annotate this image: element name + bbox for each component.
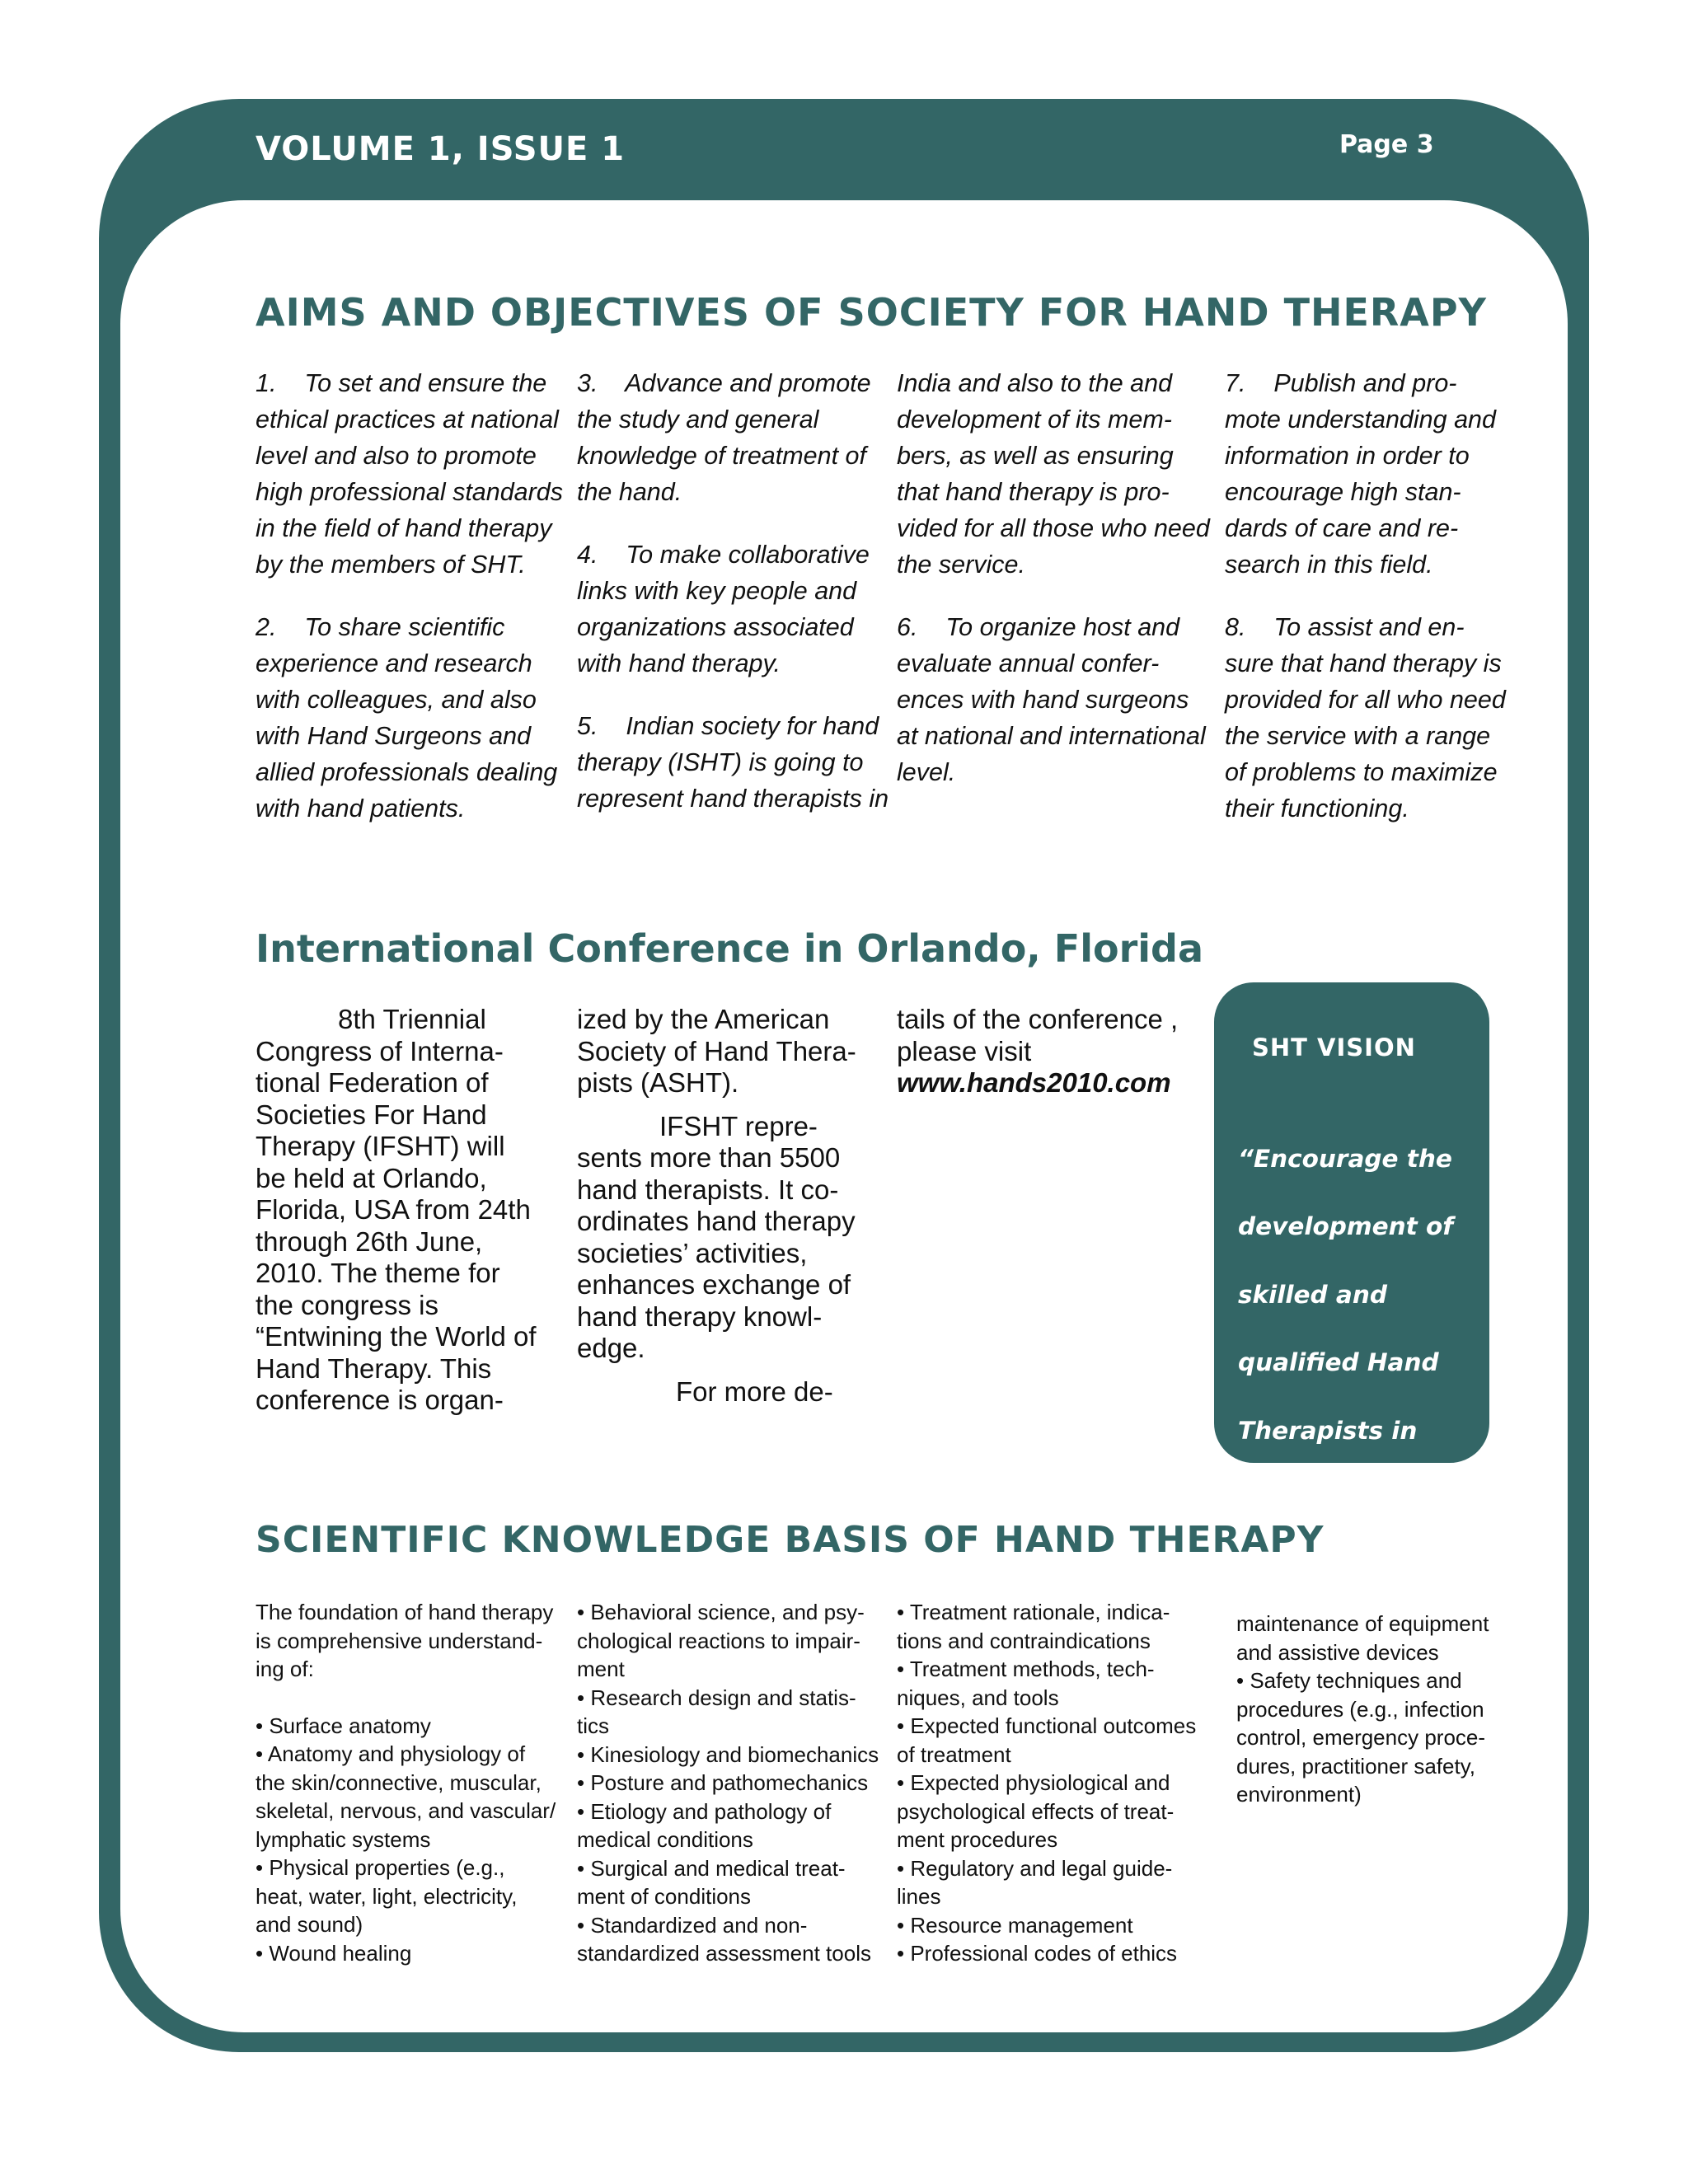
text-line: • Kinesiology and biomechanics [577,1741,879,1767]
text-line: India.” [1238,1484,1332,1512]
text-line: that hand therapy is pro- [897,478,1170,506]
sht-vision-quote [1238,1113,1485,1545]
conference-col3-text [897,1004,1202,1067]
text-line: please visit [897,1035,1032,1066]
conference-col2-part-c: For more de- [676,1376,833,1407]
text-line: • Treatment rationale, indica- [897,1600,1170,1624]
text-line: and sound) [256,1912,363,1937]
text-line: search in this field. [1225,551,1433,579]
science-column-3 [897,1598,1202,1968]
text-line: in the field of hand therapy [256,514,552,542]
text-line: dures, practitioner safety, [1236,1753,1475,1779]
text-line [1225,583,1505,609]
text-line: psychological effects of treat- [897,1798,1175,1824]
text-line: of problems to maximize [1225,758,1498,786]
text-line: ences with hand surgeons [897,686,1189,714]
text-line: tions and contraindications [897,1628,1151,1653]
text-line: procedures (e.g., infection [1236,1696,1484,1722]
text-line: lines [897,1884,941,1909]
text-line: The foundation of hand therapy [256,1600,554,1624]
text-line: standardized assessment tools [577,1941,871,1966]
text-line: their functioning. [1225,794,1409,823]
text-line: • Expected functional outcomes [897,1713,1197,1738]
text-line: mote understanding and [1225,405,1496,434]
text-line: the service with a range [1225,722,1491,750]
aims-column-4 [1225,365,1505,827]
text-line: • Posture and pathomechanics [577,1770,869,1795]
text-line: experience and research [256,649,532,677]
text-line: is comprehensive understand- [256,1628,543,1653]
text-line: • Behavioral science, and psy- [577,1600,865,1624]
text-line: • Surface anatomy [256,1713,431,1738]
text-line [577,510,874,537]
text-line: at national and international [897,722,1206,750]
text-line: links with key people and [577,577,857,605]
text-line: medical conditions [577,1827,753,1852]
science-heading: SCIENTIFIC KNOWLEDGE BASIS OF HAND THERAPY [256,1519,1325,1561]
text-line: maintenance of equipment [1236,1611,1489,1636]
text-line: qualified Hand [1238,1348,1439,1376]
text-line: level and also to promote [256,442,537,470]
text-line: tails of the conference , [897,1004,1179,1034]
text-line: with hand patients. [256,794,466,823]
text-line: • Physical properties (e.g., [256,1855,505,1880]
aims-column-2 [577,365,889,817]
text-line: development of [1238,1212,1454,1240]
text-line: • Resource management [897,1912,1133,1938]
text-line: 5. Indian society for hand [577,712,879,740]
text-line: level. [897,758,956,786]
text-line: ment procedures [897,1827,1058,1852]
text-line: ized by the American [577,1004,830,1034]
text-line: • Expected physiological and [897,1770,1170,1795]
text-line [897,583,1202,609]
text-line: 1. To set and ensure the [256,369,547,397]
aims-heading: AIMS AND OBJECTIVES OF SOCIETY FOR HAND THERAPY [256,290,1487,335]
text-line: with hand therapy. [577,649,781,677]
text-line: bers, as well as ensuring [897,442,1174,470]
science-column-2 [577,1598,882,1968]
aims-column-3 [897,365,1210,790]
text-line: lymphatic systems [256,1826,431,1852]
volume-issue-label: VOLUME 1, ISSUE 1 [256,130,626,168]
text-line: therapy (ISHT) is going to [577,748,864,776]
text-line: 3. Advance and promote [577,369,871,397]
conference-heading: International Conference in Orlando, Florida [256,926,1203,971]
science-column-4 [1236,1610,1517,1809]
text-line: encourage high stan- [1225,478,1461,506]
text-line: chological reactions to impair- [577,1628,860,1653]
science-column-1 [256,1598,560,1967]
text-line: 2. To share scientific [256,613,505,641]
text-line: provided for all who need [1225,686,1506,714]
text-line: ing of: [256,1657,314,1681]
text-line: India and also to the and [897,369,1173,397]
conference-column-3 [897,1004,1202,1099]
text-line: tics [577,1713,609,1738]
sht-vision-title: SHT VISION [1252,1033,1416,1062]
text-line: • Anatomy and physiology of [256,1741,526,1766]
text-line: and assistive devices [1236,1639,1439,1665]
text-line: high professional standards [256,478,564,506]
conference-column-2 [577,1004,882,1408]
text-line: 7. Publish and pro- [1225,369,1457,397]
conference-website-link[interactable]: www.hands2010.com [897,1067,1171,1098]
text-line: represent hand therapists in [577,785,889,813]
text-line: information in order to [1225,442,1470,470]
text-line: dards of care and re- [1225,514,1459,542]
text-line: Therapists in [1238,1416,1418,1445]
text-line: 6. To organize host and [897,613,1180,641]
text-line: niques, and tools [897,1685,1059,1710]
conference-col2-part-a [577,1004,882,1099]
text-line: with colleagues, and also [256,686,537,714]
text-line: • Treatment methods, tech- [897,1657,1155,1681]
conference-column-1: 8th Triennial Congress of Interna- tional Federation of Societies For Hand Therapy (IFSHT) will be held at Orlando, Florida, USA from 24th through 26th June, 2010. The theme for the congress is “Entwining the World of Hand Therapy. This conference is organ- [256,1004,537,1415]
text-line [256,583,552,609]
text-line: • Etiology and pathology of [577,1798,832,1824]
text-line: • Research design and statis- [577,1685,856,1710]
text-line: control, emergency proce- [1236,1725,1486,1750]
text-line: ment [577,1657,625,1681]
text-line: environment) [1236,1782,1362,1807]
text-line [256,1684,560,1712]
text-line [577,682,874,708]
page-number: Page 3 [1339,130,1434,159]
text-line: • Regulatory and legal guide- [897,1855,1173,1881]
text-line: evaluate annual confer- [897,649,1160,677]
text-line: • Safety techniques and [1236,1668,1462,1693]
text-line: • Surgical and medical treat- [577,1855,846,1881]
text-line: the service. [897,551,1025,579]
text-line: 4. To make collaborative [577,541,870,569]
text-line: Society of Hand Thera- [577,1035,856,1066]
text-line: vided for all those who need [897,514,1210,542]
text-line: allied professionals dealing [256,758,558,786]
text-line: of treatment [897,1741,1011,1767]
text-line: sure that hand therapy is [1225,649,1502,677]
text-line: organizations associated [577,613,854,641]
text-line: knowledge of treatment of [577,442,866,470]
text-line: pists (ASHT). [577,1067,739,1098]
text-line: 8. To assist and en- [1225,613,1465,641]
text-line: ment of conditions [577,1884,752,1909]
text-line: ethical practices at national [256,405,559,434]
text-line: skilled and [1238,1280,1387,1309]
text-line: • Standardized and non- [577,1912,808,1938]
text-line: the study and general [577,405,819,434]
text-line: by the members of SHT. [256,551,526,579]
text-line: “Encourage the [1238,1144,1452,1173]
text-line: heat, water, light, electricity, [256,1883,518,1909]
text-line: skeletal, nervous, and vascular/ [256,1798,556,1823]
text-line: the hand. [577,478,682,506]
aims-column-1 [256,365,564,827]
text-line: • Wound healing [256,1940,412,1966]
text-line: development of its mem- [897,405,1172,434]
text-line: • Professional codes of ethics [897,1941,1178,1966]
text-line: with Hand Surgeons and [256,722,532,750]
conference-col2-part-b: IFSHT repre- sents more than 5500 hand therapists. It co- ordinates hand therapy societies’ activities, enhances exchange of hand therapy knowl- edge. [577,1110,856,1363]
text-line: the skin/connective, muscular, [256,1769,542,1795]
